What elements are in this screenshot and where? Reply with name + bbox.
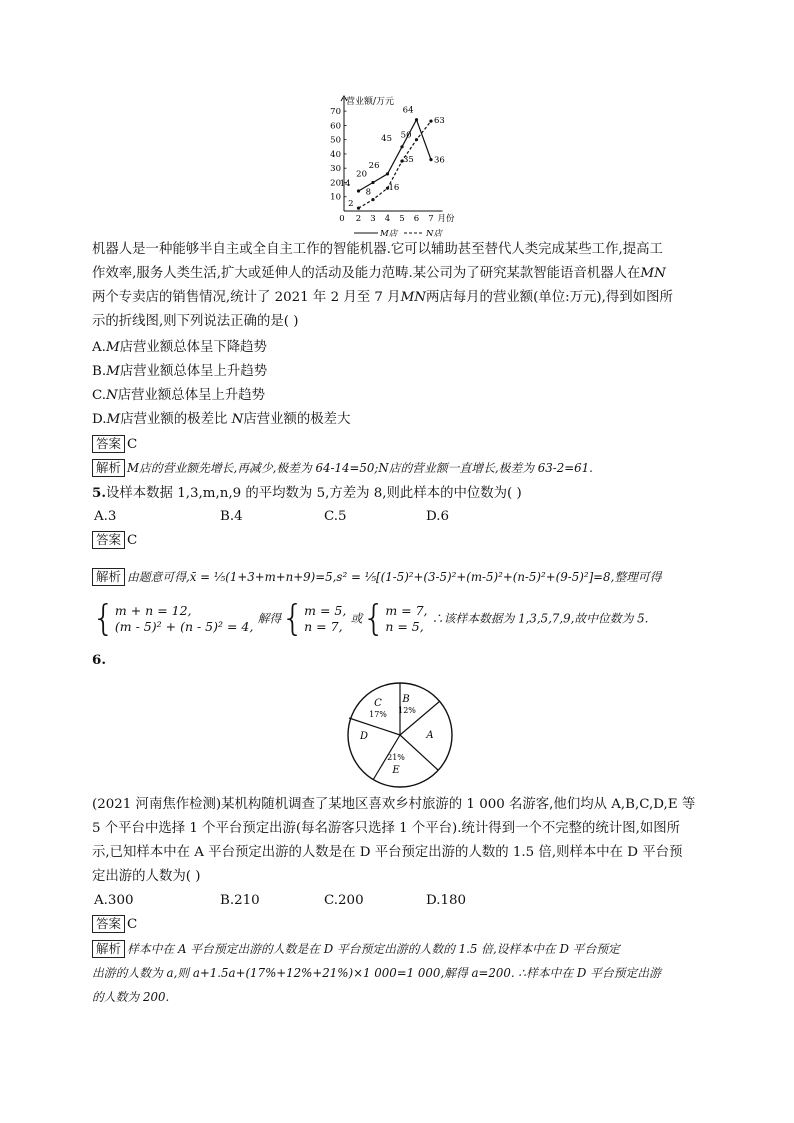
data-label: 2 [348, 199, 354, 210]
y-tick-label: 70 [330, 107, 341, 118]
pie-label-d: D [359, 731, 369, 742]
x-tick-label: 0 [339, 214, 345, 224]
q6-analysis-line2: 出游的人数为 a,则 a+1.5a+(17%+12%+21%)×1 000=1 000,解得 a=200. ∴样本中在 D 平台预定出游 [92, 966, 661, 980]
q4-option-b: B.M店营业额总体呈上升趋势 [92, 364, 268, 379]
y-tick-label: 20 [330, 178, 341, 189]
data-label: 14 [339, 179, 351, 190]
y-tick-label: 50 [330, 135, 341, 146]
q6-stem-line2: 5 个平台中选择 1 个平台预定出游(每名游客只选择 1 个平台).统计得到一个不完整的统计图,如图所 [92, 821, 681, 836]
q6-number: 6. [92, 652, 106, 668]
q6-analysis-line3: 的人数为 200. [92, 990, 170, 1004]
answer-tag: 答案 [92, 531, 125, 549]
y-tick-label: 30 [330, 164, 341, 175]
data-point [371, 198, 374, 201]
q4-option-d: D.M店营业额的极差比 N店营业额的极差大 [92, 412, 351, 427]
analysis-tag: 解析 [92, 568, 125, 586]
q4-analysis: 解析 M店的营业额先增长,再减少,极差为 64-14=50;N店的营业额一直增长,极差为 63-2=61. [92, 456, 593, 481]
series-line-m [359, 120, 432, 194]
data-point [386, 172, 389, 175]
data-label: 45 [381, 133, 392, 144]
q5-option-a: A.3 [94, 509, 117, 524]
q6-stem-line1: (2021 河南焦作检测)某机构随机调查了某地区喜欢乡村旅游的 1 000 名游客,他们均从 A,B,C,D,E 等 [92, 797, 696, 812]
pie-chart [340, 680, 460, 790]
q4-stem-line2: 作效率,服务人类生活,扩大或延伸人的活动及能力范畴.某公司为了研究某款智能语音机器人在MN [92, 266, 666, 281]
data-label: 50 [400, 130, 412, 141]
data-point [357, 189, 360, 192]
pie-label-a: A [426, 730, 434, 741]
pie-pct-e: 21% [387, 753, 405, 762]
q6-option-a: A.300 [94, 893, 134, 908]
analysis-tag: 解析 [92, 940, 125, 958]
answer-tag: 答案 [92, 915, 125, 933]
data-point [371, 181, 374, 184]
answer-tag: 答案 [92, 435, 125, 453]
pie-pct-b: 12% [398, 706, 416, 715]
data-label: 8 [365, 187, 371, 198]
q5-option-b: B.4 [220, 509, 243, 524]
data-label: 16 [388, 183, 400, 194]
legend-label-m: M店 [380, 229, 398, 239]
q6-stem-line4: 定出游的人数为( ) [92, 869, 201, 884]
data-point [429, 120, 432, 123]
data-label: 63 [434, 116, 445, 127]
q4-stem-line4: 示的折线图,则下列说法正确的是( ) [92, 314, 299, 329]
pie-label-e: E [392, 765, 400, 776]
q6-option-d: D.180 [426, 893, 467, 908]
y-tick-label: 10 [330, 192, 341, 203]
pie-divider-c-d [349, 718, 400, 735]
pie-pct-c: 17% [369, 710, 387, 719]
q4-answer: 答案 C [92, 433, 137, 457]
q5-option-d: D.6 [426, 509, 450, 524]
data-point [415, 138, 418, 141]
x-tick-label: 5 [399, 214, 405, 224]
pie-label-b: B [402, 694, 410, 705]
x-tick-label: 6 [413, 214, 420, 224]
data-label: 64 [402, 105, 414, 116]
y-axis-label: 营业额/万元 [346, 97, 395, 107]
q4-option-c: C.N店营业额总体呈上升趋势 [92, 388, 266, 403]
data-label: 20 [356, 169, 367, 180]
data-label: 35 [403, 155, 414, 166]
q6-option-c: C.200 [324, 893, 364, 908]
analysis-tag: 解析 [92, 459, 125, 477]
q5-answer: 答案 C [92, 529, 137, 553]
q4-option-a: A.M店营业额总体呈下降趋势 [92, 340, 267, 355]
x-tick-label: 2 [355, 214, 362, 224]
q6-analysis-line1: 解析 样本中在 A 平台预定出游的人数是在 D 平台预定出游的人数的 1.5 倍,设样本中在 D 平台预定 [92, 937, 620, 962]
data-label: 36 [434, 155, 445, 166]
y-tick-label: 60 [330, 121, 341, 132]
q5-analysis-line1: 解析 由题意可得,x̄ = ⅕(1+3+m+n+9)=5,s² = ⅕[(1-5)²+(3-5)²+(m-5)²+(n-5)²+(9-5)²]=8,整理可得 [92, 565, 662, 590]
data-label: 26 [368, 160, 380, 171]
legend-label-n: N店 [426, 229, 442, 239]
x-tick-label: 7 [428, 214, 434, 224]
data-point [415, 118, 418, 121]
q5-option-c: C.5 [324, 509, 347, 524]
q5-analysis-line2: {m + n = 12, (m - 5)² + (n - 5)² = 4, 解得{m = 5, n = 7, 或{m = 7, n = 5, ∴该样本数据为 1,3,5,7,9,故中位数为 5. [92, 598, 649, 639]
data-point [357, 207, 360, 210]
y-tick-label: 40 [330, 149, 341, 160]
q4-stem-line3: 两个专卖店的销售情况,统计了 2021 年 2 月至 7 月MN两店每月的营业额(单位:万元),得到如图所 [92, 290, 673, 305]
line-chart [330, 92, 470, 242]
q4-stem-line1: 机器人是一种能够半自主或全自主工作的智能机器.它可以辅助甚至替代人类完成某些工作,提高工 [92, 242, 663, 257]
x-tick-label: 4 [384, 214, 391, 224]
x-tick-label: 3 [370, 214, 376, 224]
q6-option-b: B.210 [220, 893, 260, 908]
q6-stem-line3: 示,已知样本中在 A 平台预定出游的人数是在 D 平台预定出游的人数的 1.5 倍,则样本中在 D 平台预 [92, 845, 683, 860]
data-point [400, 145, 403, 148]
x-axis-label: 月份 [437, 214, 455, 224]
q5-stem: 5.设样本数据 1,3,m,n,9 的平均数为 5,方差为 8,则此样本的中位数为( ) [92, 485, 522, 501]
pie-label-c: C [374, 698, 382, 709]
q6-answer: 答案 C [92, 913, 137, 937]
data-point [429, 158, 432, 161]
